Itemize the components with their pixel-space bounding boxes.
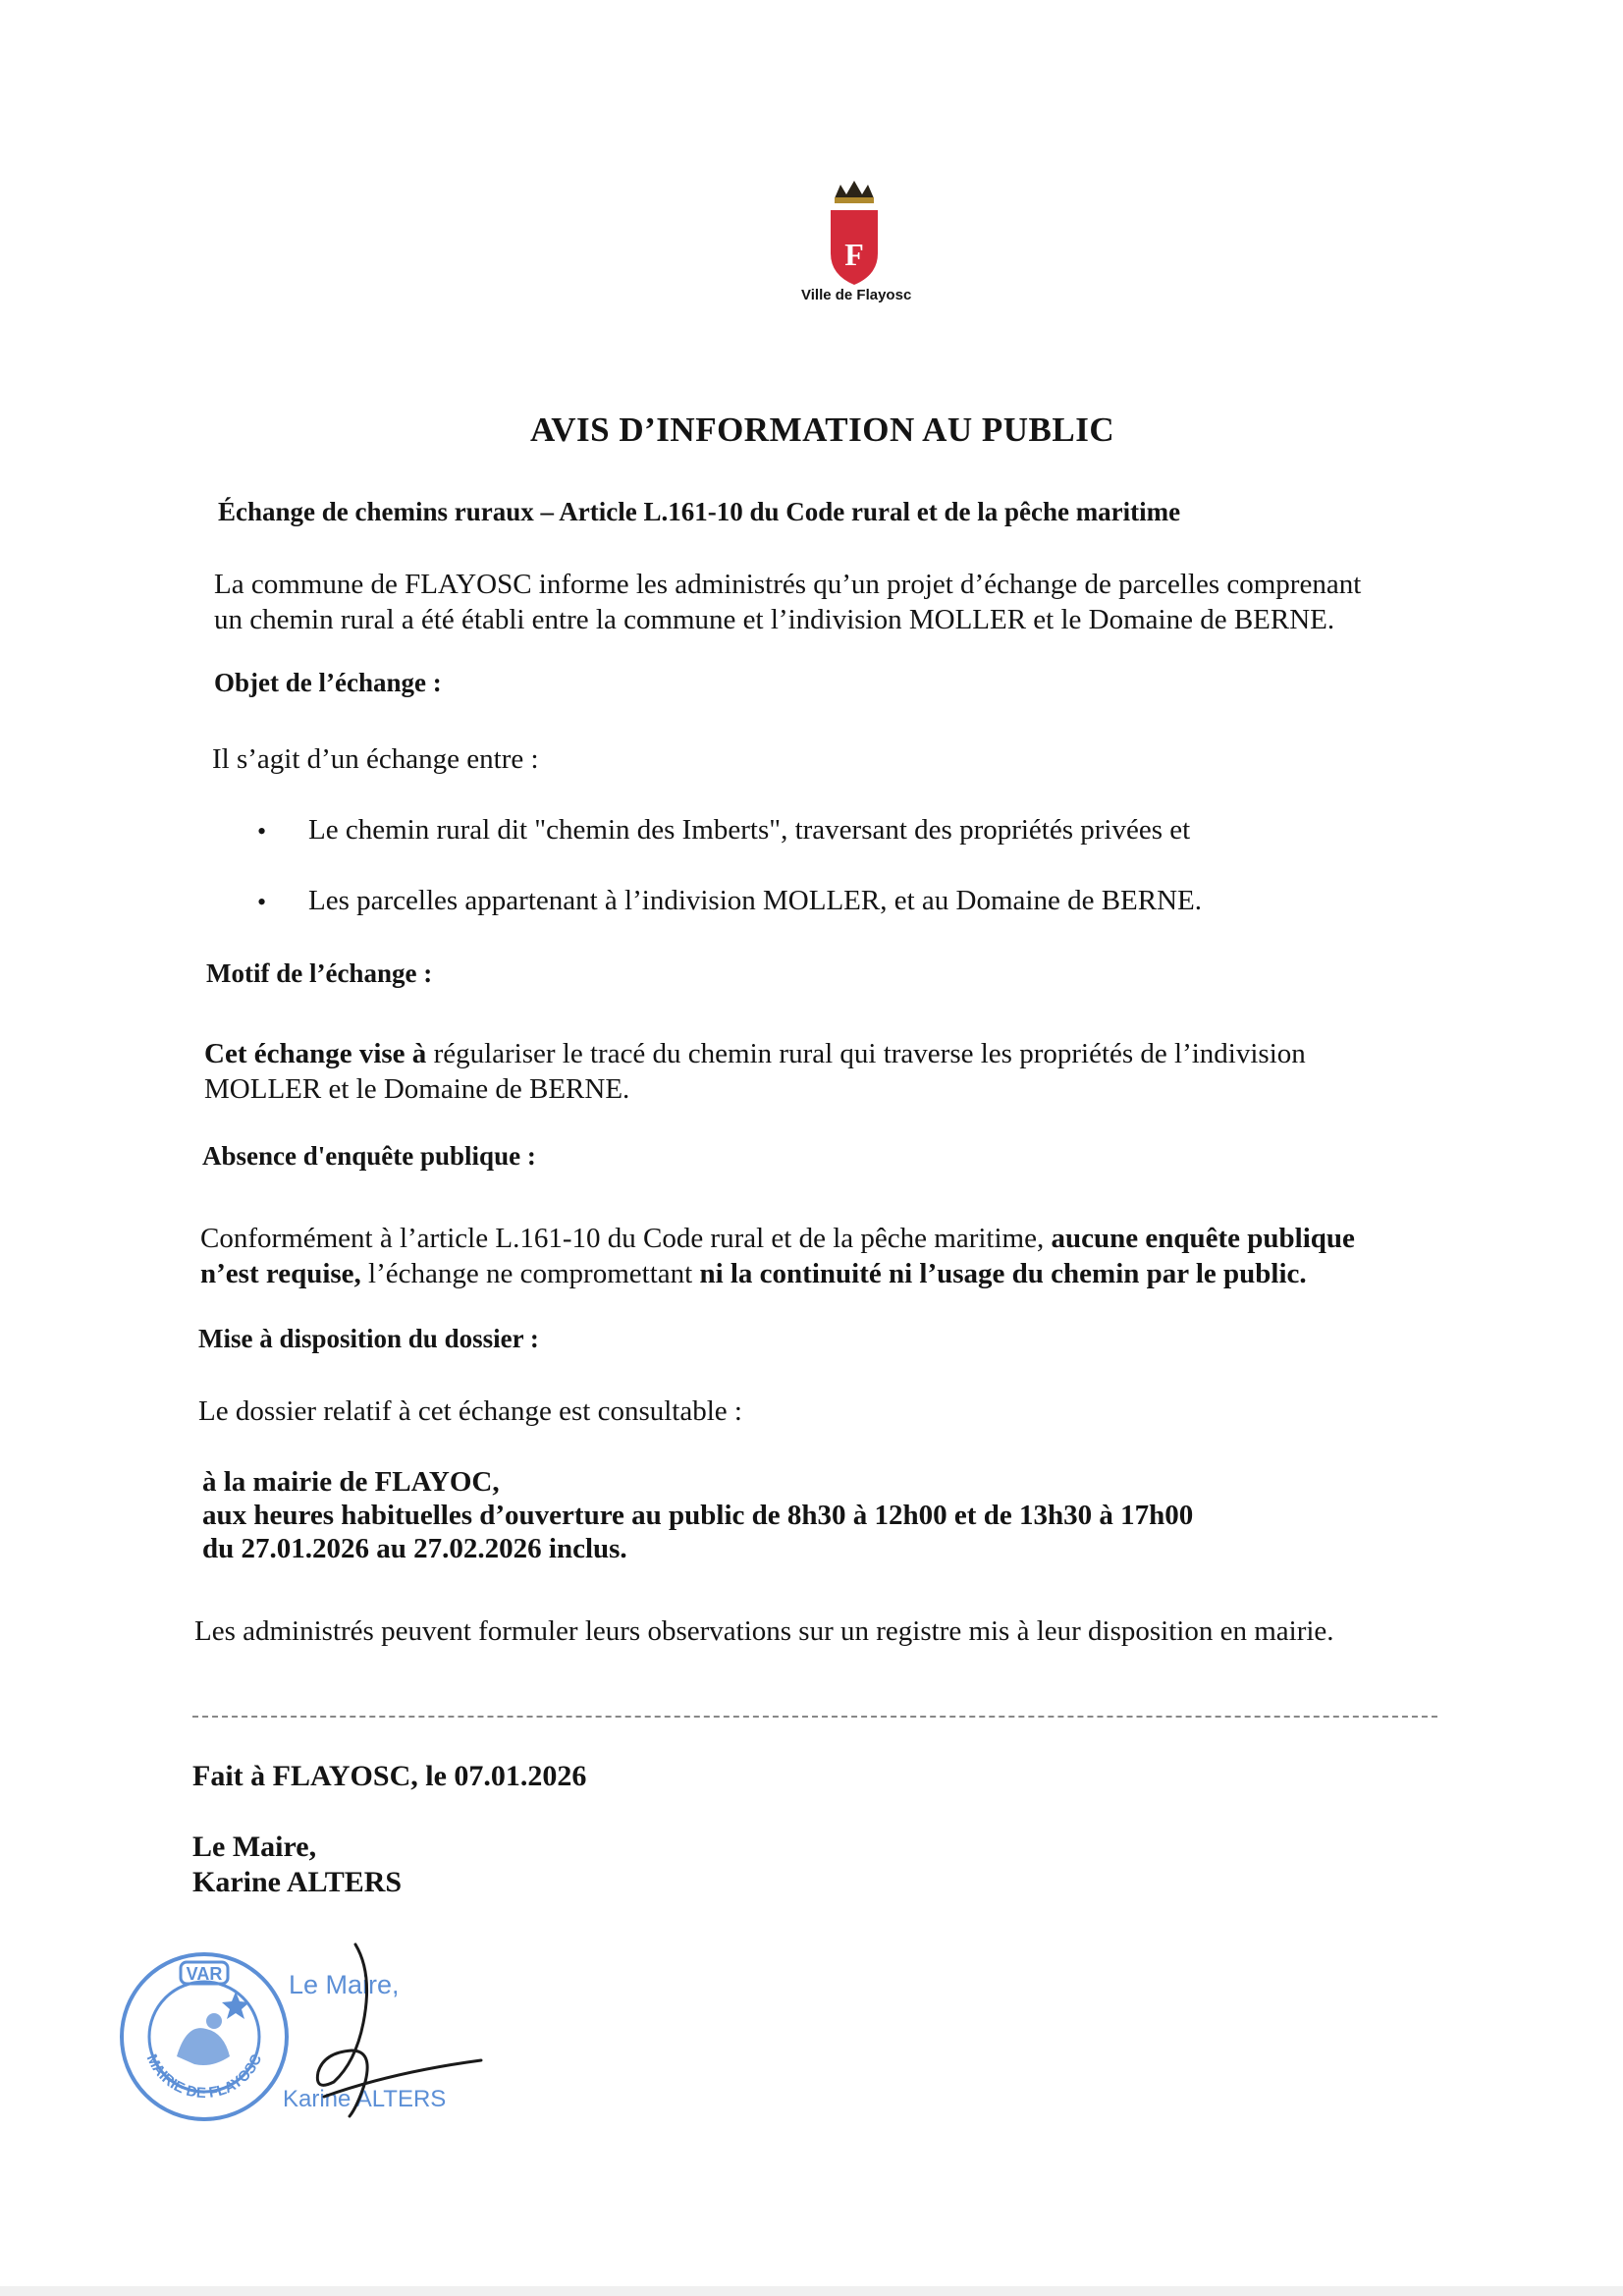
dossier-heading: Mise à disposition du dossier :: [198, 1324, 539, 1353]
dossier-line-1: à la mairie de FLAYOC,: [202, 1466, 500, 1498]
absence-line-1: [200, 1222, 1355, 1255]
absence-heading: Absence d'enquête publique :: [202, 1141, 536, 1171]
bullet-icon: •: [257, 888, 267, 916]
svg-text:MAIRIE DE FLAYOSC: MAIRIE DE FLAYOSC: [142, 2051, 266, 2103]
handwritten-signature-icon: [295, 1935, 511, 2151]
motif-line-1-bold: Cet échange vise à: [204, 1038, 427, 1069]
motif-line-1: [204, 1037, 1306, 1070]
bullet-icon: •: [257, 817, 267, 846]
signatory-role: Le Maire,: [192, 1831, 317, 1863]
motif-line-1-rest: régulariser le tracé du chemin rural qui traverse les propriétés de l’indivision: [426, 1038, 1306, 1069]
absence-line-2: [200, 1257, 1307, 1290]
bullet-text: Le chemin rural dit "chemin des Imberts", traversant des propriétés privées et: [308, 814, 1191, 846]
motif-heading: Motif de l’échange :: [206, 958, 433, 988]
stamp-seal-icon: [116, 1948, 293, 2125]
stamp-role: Le Maire,: [289, 1970, 400, 1999]
dossier-line-3: du 27.01.2026 au 27.02.2026 inclus.: [202, 1533, 627, 1564]
objet-heading: Objet de l’échange :: [214, 668, 442, 697]
objet-intro: Il s’agit d’un échange entre :: [212, 743, 539, 775]
document-subtitle: Échange de chemins ruraux – Article L.161-10 du Code rural et de la pêche maritime: [218, 497, 1181, 526]
stamp-name: Karine ALTERS: [283, 2086, 447, 2112]
observations-text: Les administrés peuvent formuler leurs observations sur un registre mis à leur disposition en mairie.: [194, 1615, 1334, 1647]
svg-text:VAR: VAR: [186, 1964, 223, 1984]
absence-line-2-normal: l’échange ne compromettant: [360, 1258, 700, 1289]
absence-line-1-bold: aucune enquête publique: [1051, 1223, 1355, 1254]
absence-line-2-bold-a: n’est requise,: [200, 1258, 361, 1289]
town-logo: [795, 177, 913, 314]
dossier-line-2: aux heures habituelles d’ouverture au public de 8h30 à 12h00 et de 13h30 à 17h00: [202, 1500, 1194, 1531]
absence-line-1-normal: Conformément à l’article L.161-10 du Code rural et de la pêche maritime,: [200, 1223, 1052, 1254]
scan-edge: [0, 2286, 1623, 2296]
logo-caption: Ville de Flayosc: [801, 287, 912, 303]
absence-line-2-bold-b: ni la continuité ni l’usage du chemin par le public.: [699, 1258, 1307, 1289]
dossier-intro: Le dossier relatif à cet échange est consultable :: [198, 1395, 742, 1427]
signatory-name: Karine ALTERS: [192, 1866, 403, 1898]
intro-line-1: La commune de FLAYOSC informe les administrés qu’un projet d’échange de parcelles comprenant: [214, 569, 1362, 600]
divider: [192, 1716, 1437, 1718]
svg-text:F: F: [844, 237, 864, 272]
motif-line-2: MOLLER et le Domaine de BERNE.: [204, 1073, 630, 1105]
place-date: Fait à FLAYOSC, le 07.01.2026: [192, 1760, 587, 1792]
page-title: AVIS D’INFORMATION AU PUBLIC: [530, 410, 1115, 449]
mairie-stamp: [116, 1948, 293, 2125]
intro-line-2: un chemin rural a été établi entre la commune et l’indivision MOLLER et le Domaine de BERNE.: [214, 604, 1335, 635]
bullet-text: Les parcelles appartenant à l’indivision MOLLER, et au Domaine de BERNE.: [308, 885, 1203, 916]
